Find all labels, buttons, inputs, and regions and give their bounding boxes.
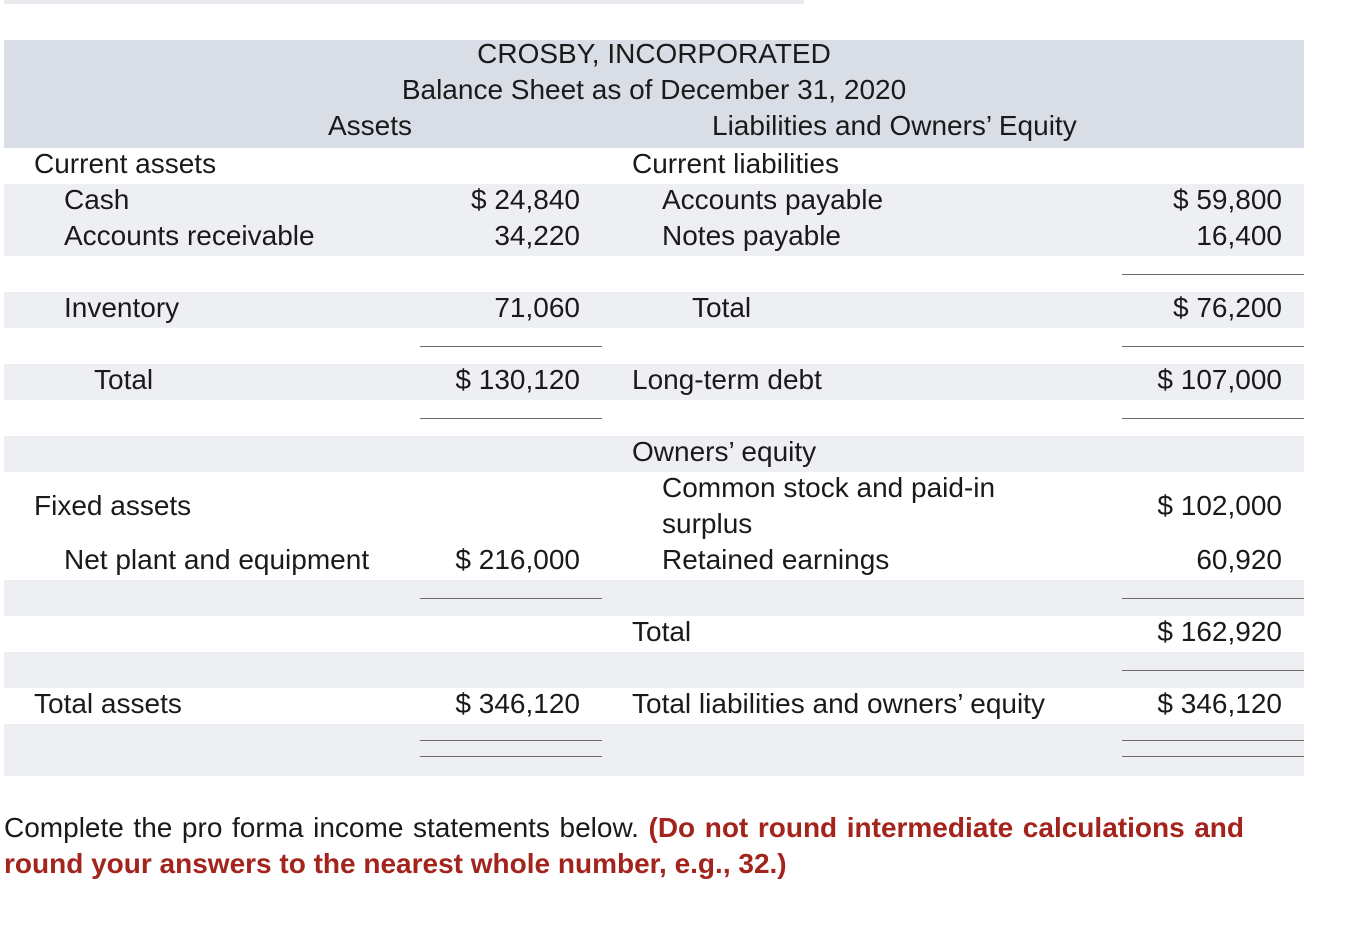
balance-sheet <box>4 40 1304 776</box>
current-assets-label: Current assets <box>34 148 217 179</box>
long-term-debt-value: $ 107,000 <box>1157 364 1282 395</box>
retained-earnings-label: Retained earnings <box>662 544 890 575</box>
double-rule-top <box>1122 740 1304 741</box>
total-rule <box>420 418 602 419</box>
row-band <box>4 724 1304 776</box>
accounts-receivable-value: 34,220 <box>494 220 580 251</box>
current-liabilities-total-value: $ 76,200 <box>1173 292 1282 323</box>
subtotal-rule <box>1122 418 1304 419</box>
owners-equity-label: Owners’ equity <box>632 436 817 467</box>
accounts-payable-label: Accounts payable <box>662 184 884 215</box>
top-divider <box>4 0 804 4</box>
fixed-assets-label: Fixed assets <box>34 490 192 521</box>
cash-value: $ 24,840 <box>471 184 580 215</box>
long-term-debt-label: Long-term debt <box>632 364 822 395</box>
balance-sheet-header <box>4 40 1304 148</box>
statement-title: Balance Sheet as of December 31, 2020 <box>401 74 907 105</box>
current-assets-total-label: Total <box>94 364 154 395</box>
instructions <box>4 810 1244 882</box>
common-stock-label: Common stock and paid-in <box>662 472 996 503</box>
subtotal-rule <box>1122 346 1304 347</box>
retained-earnings-value: 60,920 <box>1196 544 1282 575</box>
net-plant-value: $ 216,000 <box>455 544 580 575</box>
current-assets-total-value: $ 130,120 <box>455 364 580 395</box>
current-liabilities-total-label: Total <box>692 292 752 323</box>
subtotal-rule <box>420 346 602 347</box>
subtotal-rule <box>1122 274 1304 275</box>
row-band <box>4 652 1304 688</box>
double-rule-bottom <box>420 756 602 757</box>
double-rule-top <box>420 740 602 741</box>
instructions-emphasis: (Do not round intermediate calculations and round your answers to the nearest whole number, e.g., 32.) <box>4 812 1245 879</box>
notes-payable-value: 16,400 <box>1196 220 1282 251</box>
accounts-receivable-label: Accounts receivable <box>64 220 315 251</box>
row-band <box>4 580 1304 616</box>
total-liabilities-equity-label: Total liabilities and owners’ equity <box>632 688 1045 719</box>
inventory-value: 71,060 <box>494 292 580 323</box>
subtotal-rule <box>420 598 602 599</box>
total-liabilities-equity-value: $ 346,120 <box>1157 688 1282 719</box>
cash-label: Cash <box>64 184 130 215</box>
double-rule-bottom <box>1122 756 1304 757</box>
accounts-payable-value: $ 59,800 <box>1173 184 1282 215</box>
total-assets-label: Total assets <box>34 688 182 719</box>
common-stock-value: $ 102,000 <box>1157 490 1282 521</box>
assets-heading: Assets <box>328 110 413 141</box>
instructions-text: Complete the pro forma income statements below. <box>4 812 639 843</box>
net-plant-label: Net plant and equipment <box>64 544 370 575</box>
total-rule <box>1122 670 1304 671</box>
equity-total-label: Total <box>632 616 692 647</box>
subtotal-rule <box>1122 598 1304 599</box>
common-stock-label-continued: surplus <box>662 508 753 539</box>
company-name: CROSBY, INCORPORATED <box>477 38 831 69</box>
notes-payable-label: Notes payable <box>662 220 842 251</box>
equity-total-value: $ 162,920 <box>1157 616 1282 647</box>
total-assets-value: $ 346,120 <box>455 688 580 719</box>
liabilities-heading: Liabilities and Owners’ Equity <box>712 110 1077 141</box>
inventory-label: Inventory <box>64 292 180 323</box>
current-liabilities-label: Current liabilities <box>632 148 839 179</box>
